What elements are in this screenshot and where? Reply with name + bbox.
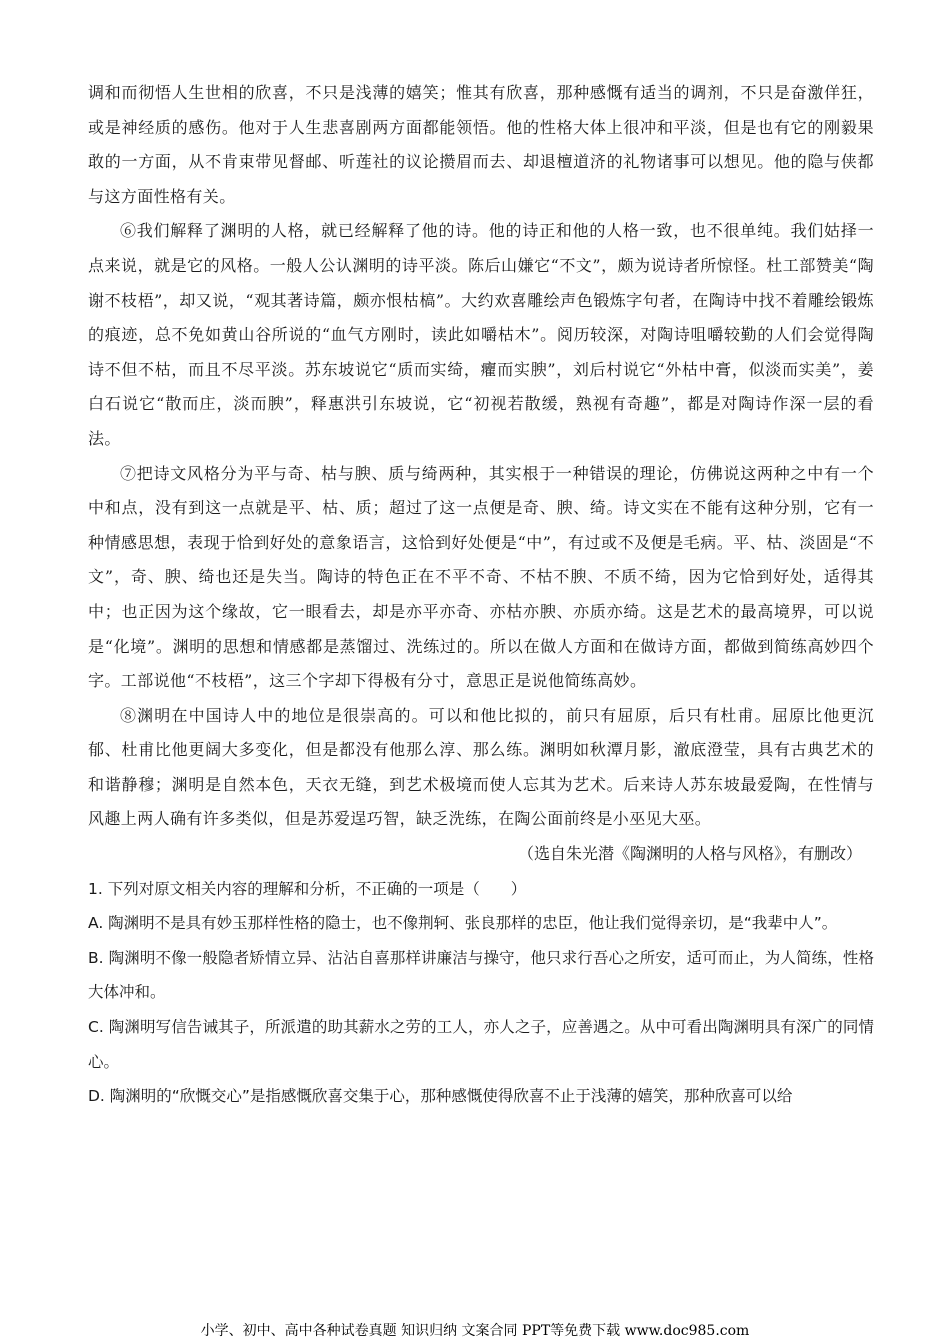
paragraph-8: ⑧渊明在中国诗人中的地位是很崇高的。可以和他比拟的，前只有屈原，后只有杜甫。屈原比他更沉郁、杜甫比他更阔大多变化，但是都没有他那么淳、那么练。渊明如秋潭月影，澈底澄莹，具有古典艺术的和谐静穆；渊明是自然本色，天衣无缝，到艺术极境而使人忘其为艺术。后来诗人苏东坡最爱陶，在性情与风趣上两人确有许多类似，但是苏爱逞巧智，缺乏洗练，在陶公面前终是小巫见大巫。 [88, 705, 874, 829]
source-citation: （选自朱光潜《陶渊明的人格与风格》，有删改） [517, 844, 862, 864]
option-b: B. 陶渊明不像一般隐者矫情立异、沾沾自喜那样讲廉洁与操守，他只求行吾心之所安，适可而止，为人简练，性格大体冲和。 [88, 948, 874, 1002]
paragraph-6: ⑥我们解释了渊明的人格，就已经解释了他的诗。他的诗正和他的人格一致，也不很单纯。我们姑择一点来说，就是它的风格。一般人公认渊明的诗平淡。陈后山嫌它“不文”，颇为说诗者所惊怪。杜工部赞美“陶谢不枝梧”，却又说，“观其著诗篇，颇亦恨枯槁”。大约欢喜雕绘声色锻炼字句者，在陶诗中找不着雕绘锻炼的痕迹，总不免如黄山谷所说的“血气方刚时，读此如嚼枯木”。阅历较深，对陶诗咀嚼较勤的人们会觉得陶诗不但不枯，而且不尽平淡。苏东坡说它“质而实绮，癯而实腴”，刘后村说它“外枯中膏，似淡而实美”，姜白石说它“散而庄，淡而腴”，释惠洪引东坡说，它“初视若散缓，熟视有奇趣”，都是对陶诗作深一层的看法。 [88, 221, 874, 448]
paragraph-7: ⑦把诗文风格分为平与奇、枯与腴、质与绮两种，其实根于一种错误的理论，仿佛说这两种之中有一个中和点，没有到这一点就是平、枯、质；超过了这一点便是奇、腴、绮。诗文实在不能有这种分别，它有一种情感思想，表现于恰到好处的意象语言，这恰到好处便是“中”，有过或不及便是毛病。平、枯、淡固是“不文”，奇、腴、绮也还是失当。陶诗的特色正在不平不奇、不枯不腴、不质不绮，因为它恰到好处，适得其中；也正因为这个缘故，它一眼看去，却是亦平亦奇、亦枯亦腴、亦质亦绮。这是艺术的最高境界，可以说是“化境”。渊明的思想和情感都是蒸馏过、洗练过的。所以在做人方面和在做诗方面，都做到简练高妙四个字。工部说他“不枝梧”，这三个字却下得极有分寸，意思正是说他简练高妙。 [88, 463, 874, 691]
paragraph-continued: 调和而彻悟人生世相的欣喜，不只是浅薄的嬉笑；惟其有欣喜，那种感慨有适当的调剂，不只是奋激佯狂，或是神经质的感伤。他对于人生悲喜剧两方面都能领悟。他的性格大体上很冲和平淡，但是也有它的刚毅果敢的一方面，从不肯束带见督邮、听莲社的议论攒眉而去、却退檀道济的礼物诸事可以想见。他的隐与侠都与这方面性格有关。 [88, 83, 874, 206]
question-stem: 1. 下列对原文相关内容的理解和分析，不正确的一项是（ ） [88, 879, 527, 898]
option-a: A. 陶渊明不是具有妙玉那样性格的隐士，也不像荆轲、张良那样的忠臣，他让我们觉得亲切，是“我辈中人”。 [88, 914, 838, 933]
document-body [88, 76, 874, 1114]
option-c: C. 陶渊明写信告诫其子，所派遣的助其薪水之劳的工人，亦人之子，应善遇之。从中可看出陶渊明具有深广的同情心。 [88, 1018, 874, 1071]
footer-text: 小学、初中、高中各种试卷真题 知识归纳 文案合同 PPT等免费下载 www.doc985.com [200, 1323, 750, 1339]
option-d: D. 陶渊明的“欣慨交心”是指感慨欣喜交集于心，那种感慨使得欣喜不止于浅薄的嬉笑，那种欣喜可以给 [88, 1087, 793, 1106]
